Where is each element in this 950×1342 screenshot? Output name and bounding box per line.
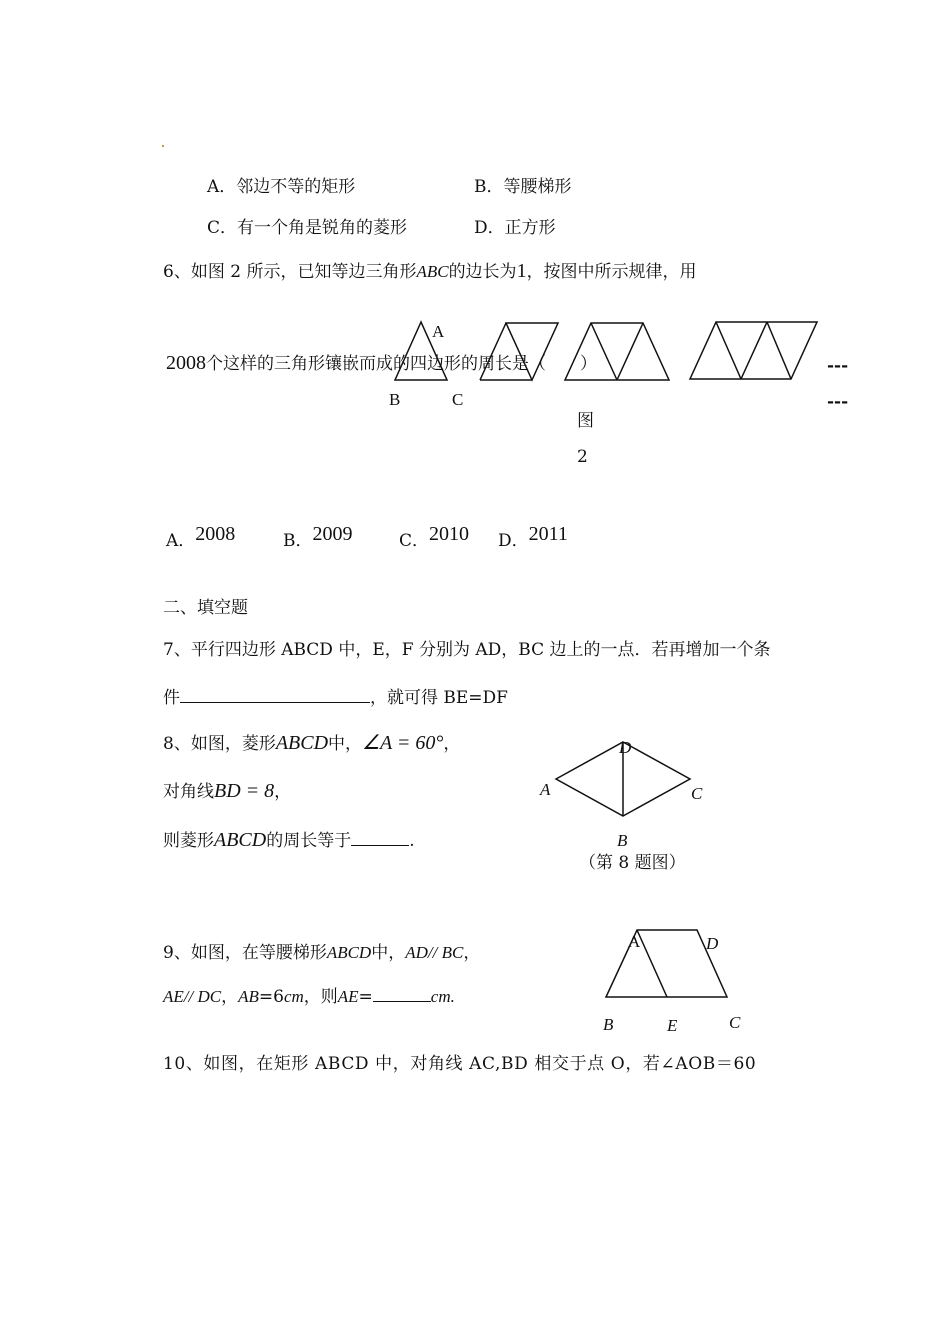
q9-ab-val: =6 (258, 987, 284, 1007)
q6-fig-caption-2: 2 (577, 447, 588, 467)
q6-option-a-value: 2008 (195, 523, 236, 545)
q8-fig-label-a: A (540, 780, 551, 799)
q6-option-a-letter: A． (166, 531, 196, 551)
q6-option-d-letter: D． (498, 531, 529, 551)
q8-line2-prefix: 对角线 (163, 782, 214, 802)
q6-fig-caption-1: 图 (577, 411, 594, 431)
q9-fig-label-c: C (729, 1013, 741, 1032)
q8-prefix: 8、如图，菱形 (163, 734, 276, 754)
q8-fig-label-b: B (617, 831, 628, 850)
q9-line1-mid: 中， (371, 943, 406, 963)
q9-fig-label-a: A (628, 932, 641, 951)
q8-comma: ， (443, 734, 461, 754)
q5-option-b: B．等腰梯形 (474, 177, 572, 197)
q6-fig-label-a: A (432, 322, 445, 341)
q6-option-c-value: 2010 (429, 523, 470, 545)
q6-count: 2008 (166, 352, 206, 374)
q6-option-c-letter: C． (399, 531, 430, 551)
q6-line1-prefix: 6、如图 2 所示，已知等边三角形 (163, 262, 417, 282)
q9-comma1: ， (221, 987, 239, 1007)
q8-line2-suffix: ， (274, 782, 292, 802)
q6-option-b-letter: B． (283, 531, 313, 551)
q6-abc: ABC (416, 262, 449, 281)
q8-fig-label-c: C (691, 784, 703, 803)
section-title: 二、填空题 (163, 598, 248, 618)
q5-option-c: C．有一个角是锐角的菱形 (207, 218, 408, 238)
q9-line1-prefix: 9、如图，在等腰梯形 (163, 943, 327, 963)
q9-then: ，则 (303, 987, 338, 1007)
q9-abcd: ABCD (326, 943, 372, 962)
q9-ae-dc: AE// DC (163, 987, 222, 1006)
q6-fig-label-b: B (389, 390, 401, 409)
q6-continuation-1: --- (827, 356, 849, 376)
q9-segment-ae (637, 930, 667, 997)
q8-abcd-2: ABCD (214, 829, 267, 851)
q9-cm1: cm (283, 987, 304, 1006)
q8-abcd: ABCD (275, 732, 329, 754)
q9-fig-label-d: D (706, 934, 719, 953)
q9-cm2: cm. (430, 987, 455, 1006)
q6-one: 1 (516, 260, 527, 282)
q8-angle: ∠A = 60° (362, 732, 444, 754)
q6-continuation-2: --- (827, 392, 849, 412)
q7-line1: 7、平行四边形 ABCD 中，E，F 分别为 AD，BC 边上的一点．若再增加一个条 (163, 640, 771, 660)
q9-ad-bc: AD// BC (405, 943, 464, 962)
q8-line3-prefix: 则菱形 (163, 831, 214, 851)
q6-line2-text: 个这样的三角形镶嵌而成的四边形的周长是（ ） (206, 354, 597, 374)
q5-option-a: A．邻边不等的矩形 (207, 177, 356, 197)
q6-fig-label-c: C (452, 390, 464, 409)
q9-line1-suffix: ， (463, 943, 481, 963)
q5-option-d: D．正方形 (474, 218, 556, 238)
q8-line3-suffix: 的周长等于 (266, 831, 352, 851)
q10-line1: 10、如图，在矩形 ABCD 中，对角线 AC,BD 相交于点 O，若∠AOB＝60 (163, 1054, 757, 1074)
q8-fig-label-d: D (619, 738, 632, 757)
q8-zhong: 中， (328, 734, 363, 754)
q9-ab: AB (238, 987, 259, 1006)
q9-ae: AE (337, 987, 359, 1006)
q6-line1-suffix: ，按图中所示规律，用 (526, 262, 697, 282)
q8-bd: BD = 8 (214, 780, 275, 802)
q7-line2-prefix: 件 (163, 688, 180, 708)
q9-eq: = (358, 987, 373, 1007)
q6-line1-mid: 的边长为 (448, 262, 517, 282)
q6-option-d-value: 2011 (528, 523, 568, 545)
q8-period: . (409, 831, 415, 851)
q8-fig-caption: （第 8 题图） (579, 853, 686, 873)
q6-option-b-value: 2009 (312, 523, 353, 545)
q9-fig-label-b: B (603, 1015, 614, 1034)
q7-line2-suffix: ，就可得 BE=DF (370, 688, 508, 708)
q9-fig-label-e: E (667, 1016, 678, 1035)
